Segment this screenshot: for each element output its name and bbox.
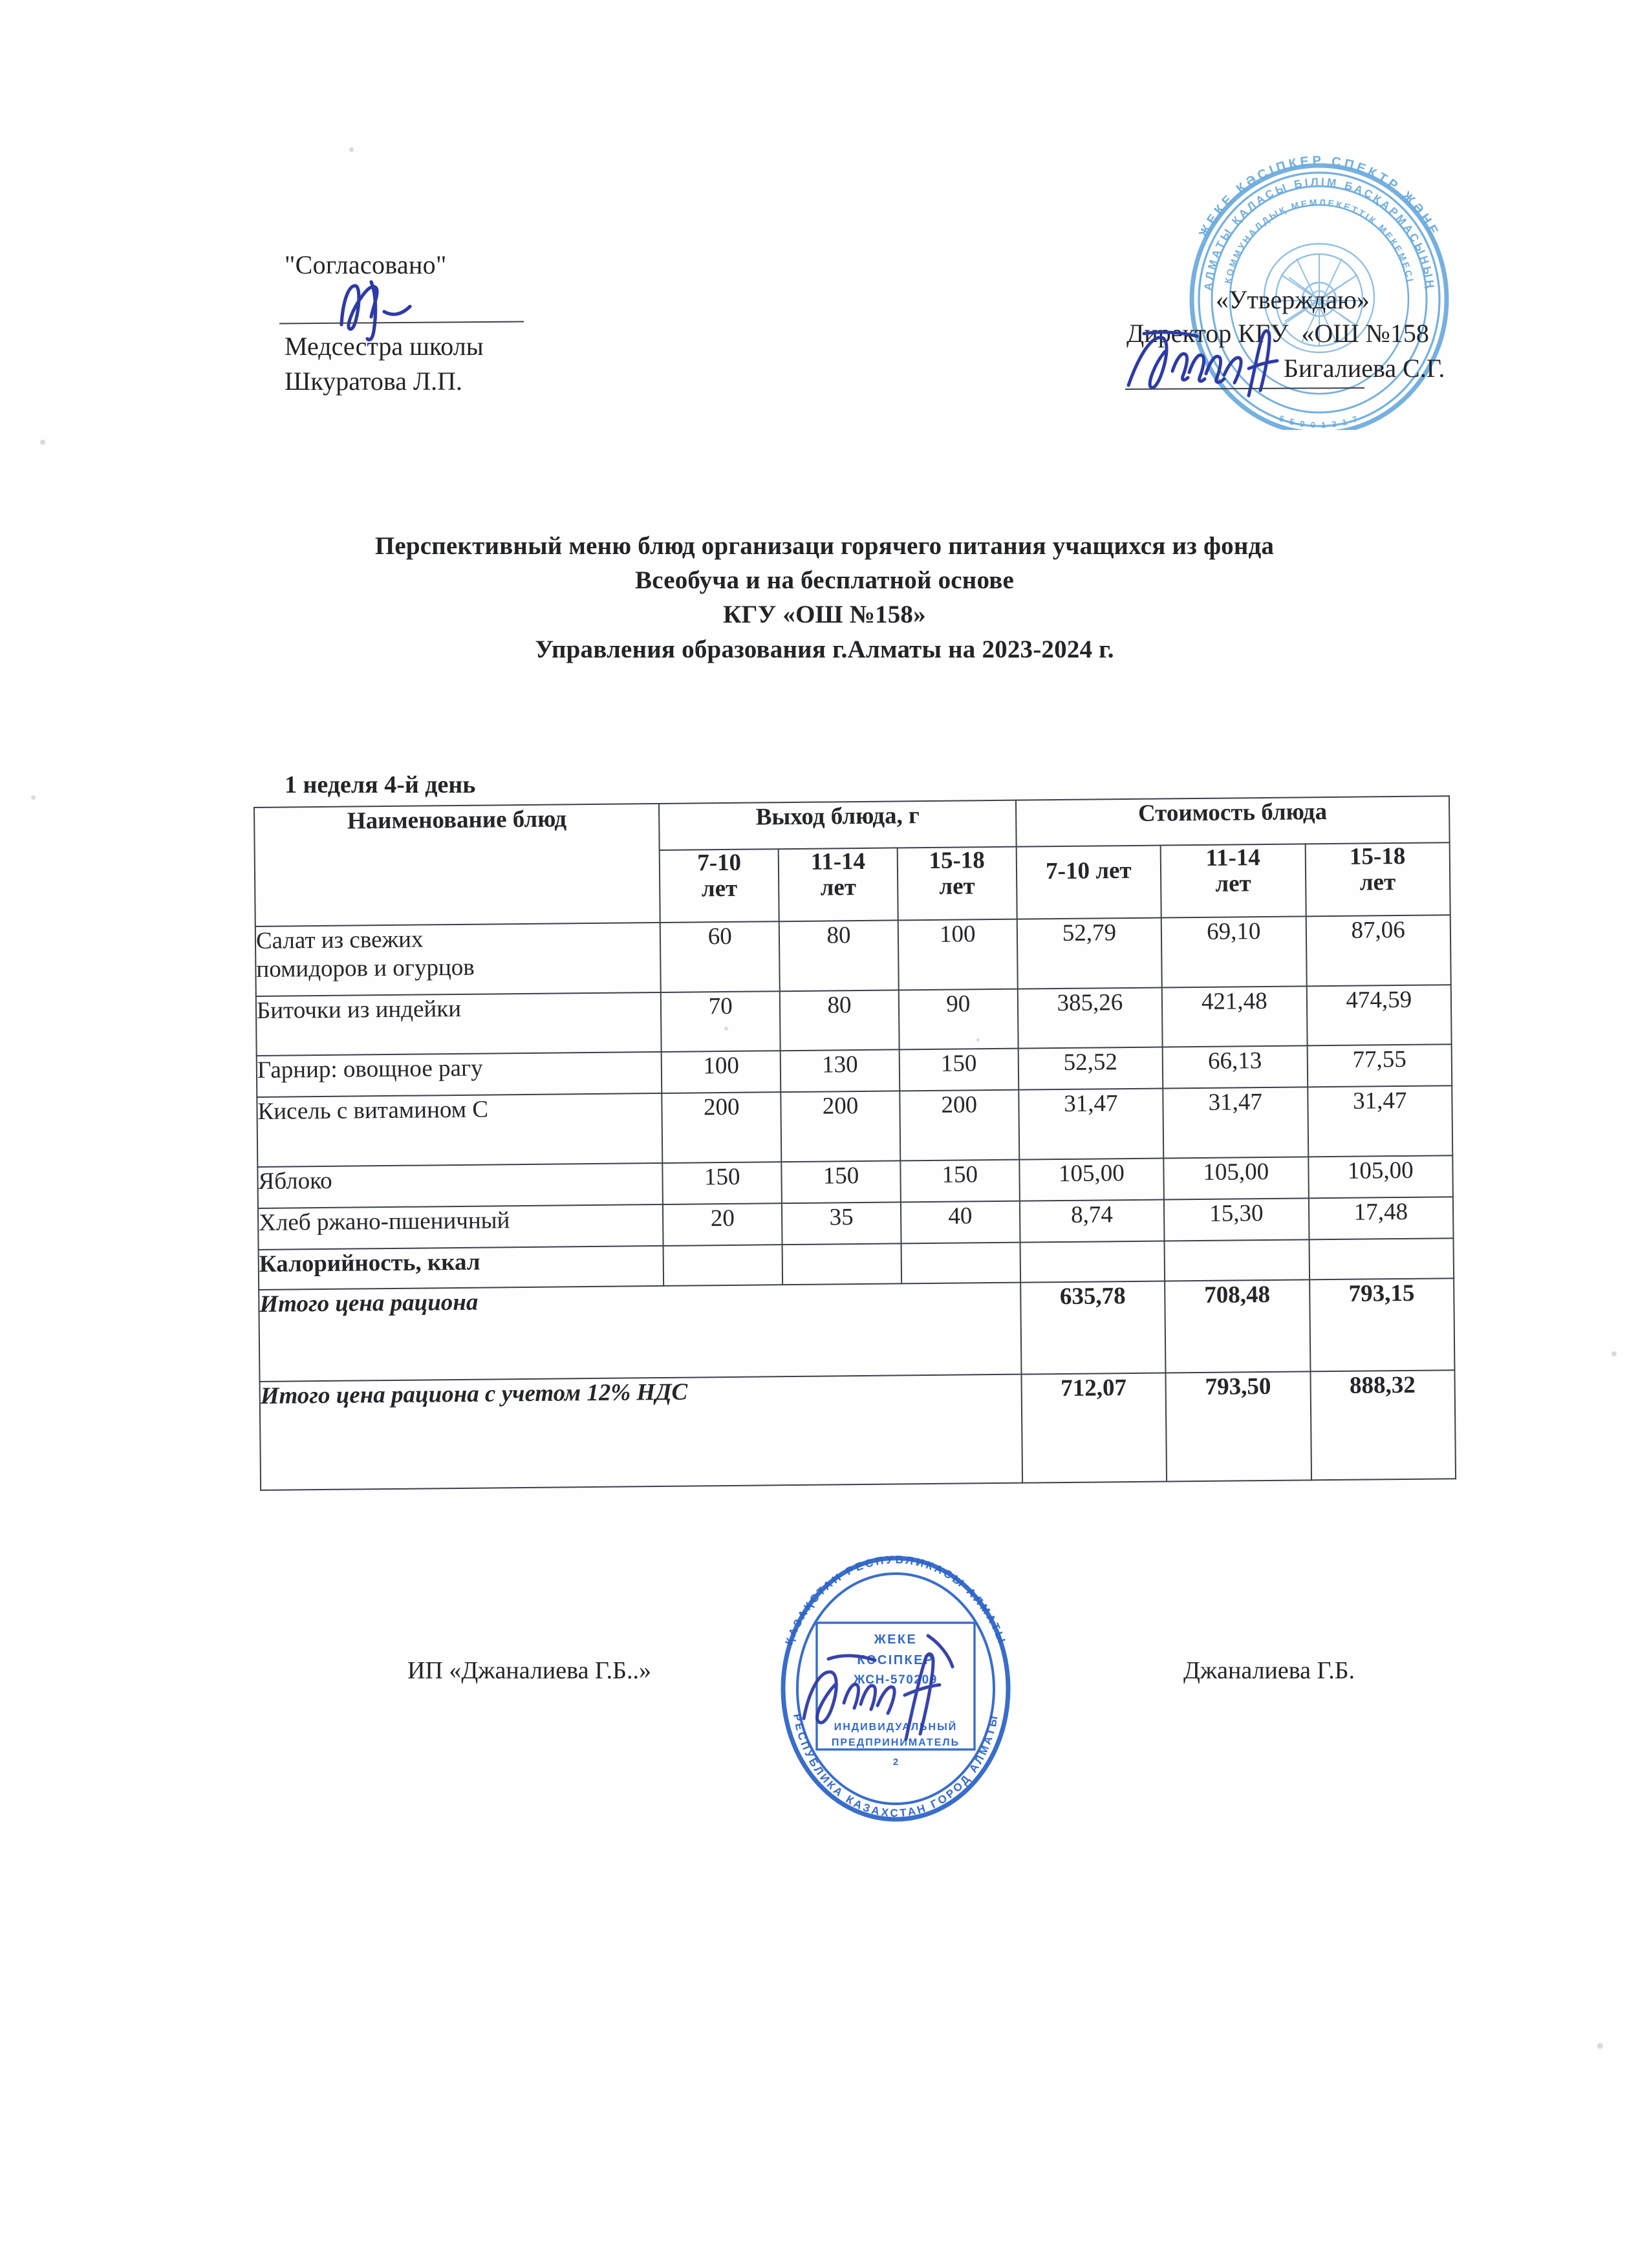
menu-table-container	[253, 795, 1456, 1491]
svg-text:ЖЕКЕ: ЖЕКЕ	[874, 1632, 918, 1647]
dish-cost: 77,55	[1307, 1044, 1452, 1087]
header-cost-7-10	[1016, 846, 1161, 919]
dish-cost: 31,47	[1018, 1089, 1163, 1160]
dish-cost: 31,47	[1308, 1086, 1452, 1157]
dish-output: 20	[663, 1203, 782, 1246]
total-vat-cost: 888,32	[1310, 1370, 1456, 1480]
svg-text:ҚАЗАҚСТАН РЕСПУБЛИКАСЫ АЛМАТЫ: ҚАЗАҚСТАН РЕСПУБЛИКАСЫ АЛМАТЫ	[782, 1553, 1009, 1647]
header-out-15-18	[898, 847, 1017, 921]
scan-speckle	[1597, 2043, 1603, 2049]
table-row	[255, 915, 1451, 996]
header-age-unit: лет	[1215, 870, 1251, 897]
dish-cost: 69,10	[1161, 916, 1306, 987]
table-row-total	[259, 1278, 1454, 1382]
dish-name: Гарнир: овощное рагу	[257, 1052, 662, 1097]
header-group-output: Выход блюда, г	[659, 800, 1016, 850]
dish-cost: 87,06	[1306, 915, 1450, 986]
ip-signer-name: Джаналиева Г.Б.	[1183, 1657, 1355, 1684]
header-age-unit: лет	[820, 874, 857, 901]
calories-cost	[1020, 1241, 1165, 1283]
scan-speckle	[1611, 1351, 1617, 1356]
director-role-label: Директор КГУ «ОШ №158	[1126, 319, 1429, 348]
total-cost: 793,15	[1310, 1278, 1455, 1371]
svg-text:КОММУНАЛДЫҚ МЕМЛЕКЕТТІК МЕКЕМЕ: КОММУНАЛДЫҚ МЕМЛЕКЕТТІК МЕКЕМЕСІ	[1222, 197, 1416, 284]
header-out-11-14	[779, 848, 898, 921]
table-row	[256, 985, 1452, 1056]
header-cost-11-14	[1161, 844, 1306, 917]
svg-text:ЖСН-570209: ЖСН-570209	[854, 1673, 938, 1687]
table-row-total-vat	[260, 1370, 1456, 1490]
dish-cost: 105,00	[1019, 1159, 1164, 1201]
total-label: Итого цена рациона	[259, 1283, 1021, 1382]
svg-text:ИНДИВИДУАЛЬНЫЙ: ИНДИВИДУАЛЬНЫЙ	[834, 1722, 958, 1733]
header-cost-15-18	[1305, 842, 1450, 916]
dish-cost: 474,59	[1306, 985, 1451, 1045]
header-dish-name: Наименование блюд	[254, 804, 660, 926]
calories-output	[782, 1243, 901, 1285]
dish-cost: 8,74	[1020, 1200, 1165, 1243]
dish-output: 150	[900, 1160, 1019, 1203]
svg-text:КӘСІПКЕР: КӘСІПКЕР	[857, 1653, 934, 1667]
dish-cost: 105,00	[1308, 1155, 1453, 1198]
dish-cost: 385,26	[1017, 988, 1162, 1049]
nurse-role-label: Медсестра школы	[285, 332, 484, 361]
page-title-line-4: Управления образования г.Алматы на 2023-2024 г.	[535, 636, 1114, 663]
calories-output	[901, 1243, 1020, 1284]
dish-name: Салат из свежих помидоров и огурцов	[255, 923, 661, 996]
table-row	[257, 1086, 1452, 1167]
approval-label-left: "Согласовано"	[285, 250, 447, 279]
dish-name: Хлеб ржано-пшеничный	[258, 1204, 663, 1250]
dish-cost: 31,47	[1163, 1087, 1308, 1158]
header-age-range: 11-14	[810, 848, 866, 875]
dish-output: 60	[660, 921, 780, 992]
dish-cost: 421,48	[1162, 986, 1307, 1047]
dish-name: Яблоко	[257, 1163, 663, 1208]
director-name-label: Бигалиева С.Г.	[1284, 354, 1445, 383]
header-age-unit: лет	[939, 873, 975, 900]
header-age-range: 7-10 лет	[1046, 857, 1132, 885]
header-group-cost: Стоимость блюда	[1016, 796, 1450, 846]
header-age-range: 15-18	[929, 847, 986, 874]
dish-cost: 66,13	[1163, 1045, 1308, 1088]
dish-cost: 105,00	[1163, 1157, 1308, 1199]
header-out-7-10	[660, 849, 779, 923]
total-vat-label: Итого цена рациона с учетом 12% НДС	[260, 1375, 1022, 1490]
calories-label: Калорийность, ккал	[259, 1246, 664, 1290]
nurse-name-label: Шкуратова Л.П.	[285, 367, 463, 396]
dish-output: 200	[900, 1090, 1019, 1161]
dish-name: Кисель с витамином С	[257, 1093, 662, 1167]
scan-speckle	[31, 795, 36, 800]
dish-output: 80	[780, 990, 900, 1051]
svg-text:АЛМАТЫ ҚАЛАСЫ БІЛІМ БАСҚАРМАСЫ: АЛМАТЫ ҚАЛАСЫ БІЛІМ БАСҚАРМАСЫНЫҢ	[1202, 175, 1437, 292]
header-age-range: 11-14	[1205, 844, 1260, 872]
svg-text:ЖЕКЕ КӘСІПКЕР СПЕКТР ЖӘНЕ: ЖЕКЕ КӘСІПКЕР СПЕКТР ЖӘНЕ	[1196, 153, 1442, 240]
total-cost: 635,78	[1020, 1281, 1166, 1375]
dish-cost: 52,52	[1018, 1047, 1163, 1090]
calories-cost	[1165, 1239, 1310, 1281]
page-title-line-1: Перспективный меню блюд организаци горячего питания учащихся из фонда	[374, 532, 1275, 560]
header-age-range: 15-18	[1349, 842, 1406, 870]
dish-output: 130	[781, 1049, 900, 1092]
dish-cost: 15,30	[1164, 1198, 1309, 1241]
dish-output: 70	[661, 991, 781, 1052]
header-age-range: 7-10	[697, 849, 742, 877]
dish-output: 90	[899, 989, 1018, 1050]
svg-text:5 5 9 0 1 3 1 7: 5 5 9 0 1 3 1 7	[1278, 413, 1361, 430]
dish-output: 150	[663, 1162, 782, 1204]
dish-output: 100	[898, 919, 1018, 990]
week-day-label: 1 неделя 4-й день	[285, 771, 476, 798]
dish-output: 80	[779, 920, 899, 991]
dish-name: Биточки из индейки	[256, 992, 662, 1056]
scan-speckle	[40, 440, 45, 445]
calories-output	[663, 1245, 782, 1286]
header-age-unit: лет	[1359, 869, 1396, 896]
svg-text:РЕСПУБЛИКА КАЗАХСТАН ГОРОД АЛМ: РЕСПУБЛИКА КАЗАХСТАН ГОРОД АЛМАТЫ	[790, 1713, 1001, 1820]
dish-output: 200	[662, 1092, 782, 1163]
dish-output: 100	[662, 1051, 781, 1093]
scan-speckle	[349, 147, 354, 152]
dish-output: 40	[901, 1201, 1020, 1244]
dish-output: 35	[782, 1202, 901, 1245]
dish-cost: 17,48	[1308, 1197, 1453, 1239]
calories-cost	[1309, 1238, 1454, 1279]
entrepreneur-stamp	[766, 1545, 1025, 1823]
approval-label-right: «Утверждаю»	[1216, 285, 1370, 314]
dish-output: 150	[900, 1049, 1018, 1091]
menu-table	[253, 795, 1456, 1491]
svg-text:ПРЕДПРИНИМАТЕЛЬ: ПРЕДПРИНИМАТЕЛЬ	[831, 1737, 960, 1748]
svg-text:2: 2	[892, 1757, 899, 1768]
total-vat-cost: 712,07	[1021, 1373, 1167, 1482]
page-title-line-3: КГУ «ОШ №158»	[723, 601, 926, 628]
dish-output: 200	[781, 1091, 900, 1162]
dish-output: 150	[781, 1161, 900, 1203]
ip-company-label: ИП «Джаналиева Г.Б..»	[407, 1657, 651, 1684]
total-cost: 708,48	[1165, 1279, 1310, 1373]
page-title-line-2: Всеобуча и на бесплатной основе	[635, 566, 1014, 594]
total-vat-cost: 793,50	[1166, 1371, 1311, 1481]
header-age-unit: лет	[701, 875, 738, 903]
dish-cost: 52,79	[1017, 918, 1161, 989]
